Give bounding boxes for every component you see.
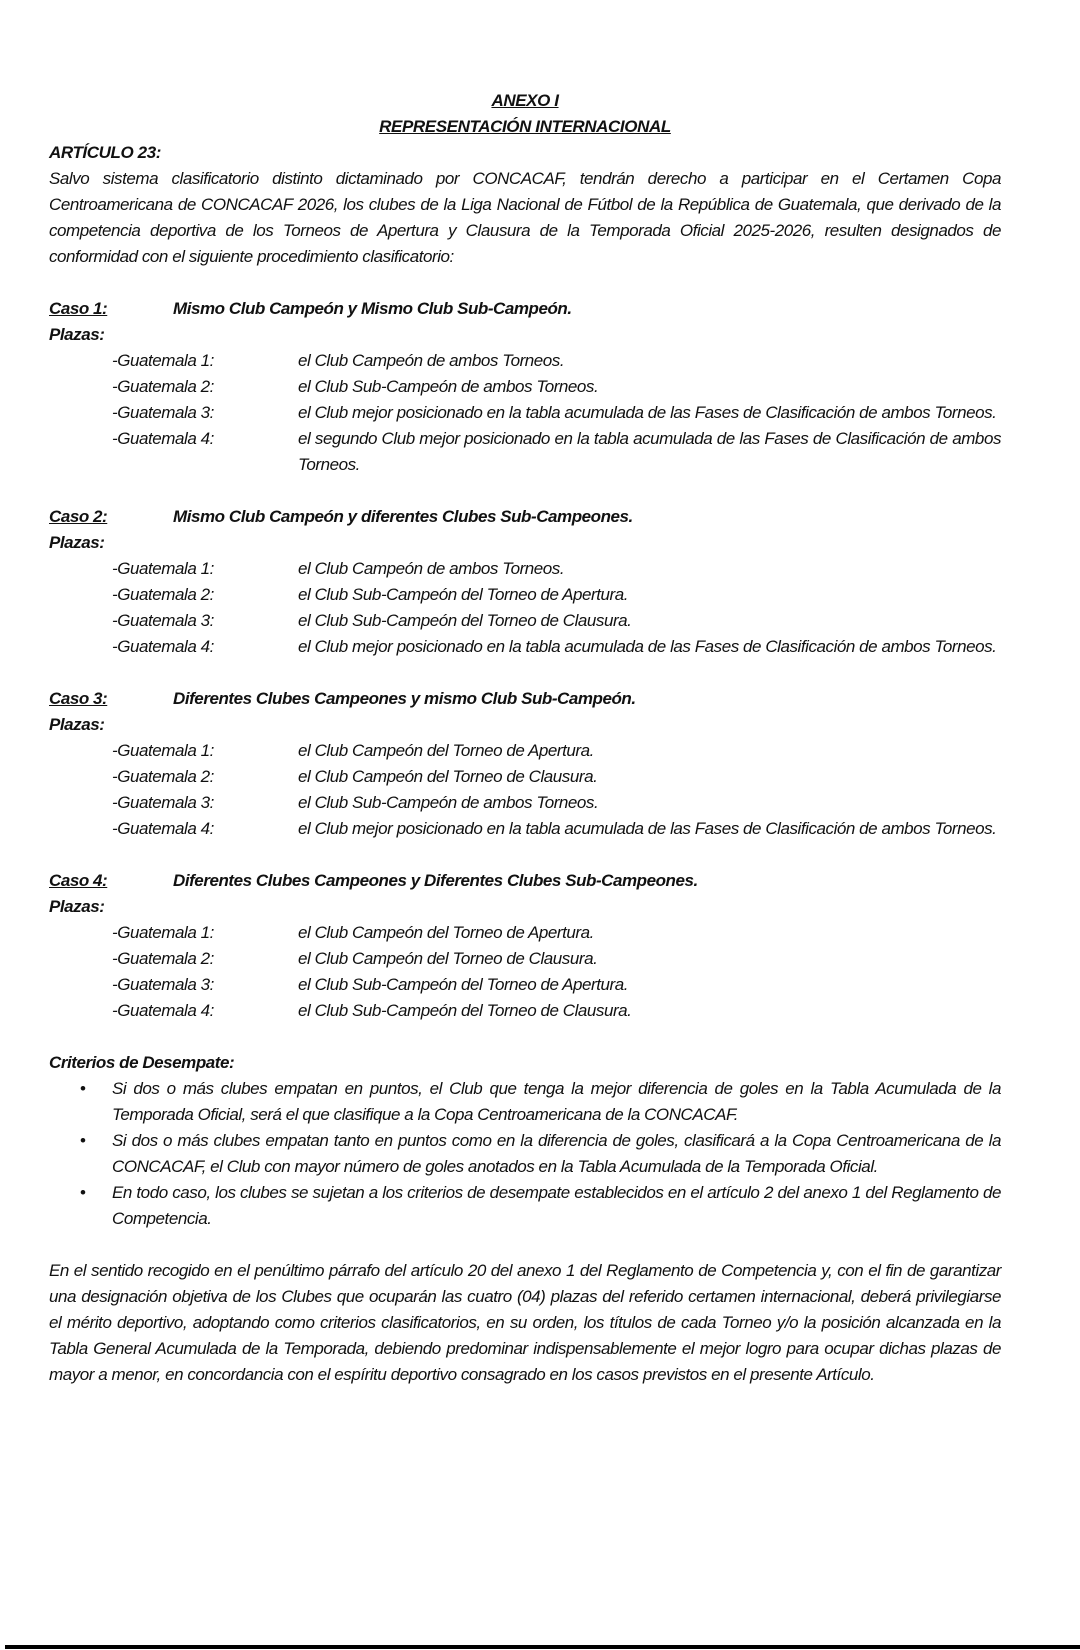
slot-label: -Guatemala 1: <box>112 923 214 942</box>
list-item: • Si dos o más clubes empatan tanto en puntos como en la diferencia de goles, clasificará a la Copa Centroamericana de la CONCACAF, el Club con mayor número de goles anotados en la Tabla Acumulada de la Temporada Oficial. <box>49 1128 1001 1180</box>
slot-label: -Guatemala 2: <box>112 949 214 968</box>
case-title: Diferentes Clubes Campeones y mismo Club Sub-Campeón. <box>173 689 636 708</box>
case-title: Diferentes Clubes Campeones y Diferentes Clubes Sub-Campeones. <box>173 871 698 890</box>
slot-label: -Guatemala 3: <box>112 403 214 422</box>
slot-label: -Guatemala 3: <box>112 611 214 630</box>
case-label: Caso 3: <box>49 689 108 708</box>
slot-row <box>49 790 1001 816</box>
slot-value: el Club Sub-Campeón del Torneo de Clausura. <box>298 611 632 630</box>
slot-label: -Guatemala 2: <box>112 767 214 786</box>
slot-value: el Club Campeón del Torneo de Apertura. <box>298 923 594 942</box>
section-title: REPRESENTACIÓN INTERNACIONAL <box>379 117 671 136</box>
slot-row <box>49 920 1001 946</box>
case-label: Caso 2: <box>49 507 108 526</box>
slot-value: el Club Sub-Campeón de ambos Torneos. <box>298 377 599 396</box>
slot-row <box>49 400 1001 426</box>
slot-label: -Guatemala 2: <box>112 377 214 396</box>
footer-divider <box>5 1645 1080 1649</box>
case-block-3 <box>49 686 1001 842</box>
bullet-icon: • <box>80 1183 86 1202</box>
slot-row <box>49 556 1001 582</box>
slot-value: el Club Campeón del Torneo de Clausura. <box>298 949 598 968</box>
slot-label: -Guatemala 2: <box>112 585 214 604</box>
bullet-icon: • <box>80 1079 86 1098</box>
slot-row <box>49 816 1001 842</box>
slot-value: el Club Campeón del Torneo de Apertura. <box>298 741 594 760</box>
slot-row <box>49 998 1001 1024</box>
plazas-label: Plazas: <box>49 325 105 344</box>
slot-row <box>49 738 1001 764</box>
case-block-1 <box>49 296 1001 478</box>
plazas-label: Plazas: <box>49 715 105 734</box>
slot-value: el Club Sub-Campeón del Torneo de Apertura. <box>298 975 628 994</box>
slot-label: -Guatemala 3: <box>112 793 214 812</box>
slot-value: el Club mejor posicionado en la tabla acumulada de las Fases de Clasificación de ambos Torneos. <box>298 637 997 656</box>
slot-label: -Guatemala 1: <box>112 559 214 578</box>
document-page <box>49 88 1001 1388</box>
slot-row <box>49 348 1001 374</box>
tiebreak-section <box>49 1050 1001 1232</box>
slot-label: -Guatemala 4: <box>112 819 214 838</box>
slot-value: el Club mejor posicionado en la tabla acumulada de las Fases de Clasificación de ambos Torneos. <box>298 403 997 422</box>
case-block-4 <box>49 868 1001 1024</box>
list-item: • Si dos o más clubes empatan en puntos, el Club que tenga la mejor diferencia de goles en la Tabla Acumulada de la Temporada Oficial, será el que clasifique a la Copa Centroamericana de la CONCACAF. <box>49 1076 1001 1128</box>
slot-value: el Club mejor posicionado en la tabla acumulada de las Fases de Clasificación de ambos Torneos. <box>298 819 997 838</box>
slot-row <box>49 426 1001 478</box>
case-title: Mismo Club Campeón y Mismo Club Sub-Campeón. <box>173 299 572 318</box>
slot-row <box>49 582 1001 608</box>
case-label: Caso 1: <box>49 299 108 318</box>
slot-label: -Guatemala 1: <box>112 351 214 370</box>
tiebreak-list <box>49 1076 1001 1232</box>
slot-row <box>49 374 1001 400</box>
list-item: • En todo caso, los clubes se sujetan a los criterios de desempate establecidos en el artículo 2 del anexo 1 del Reglamento de Competencia. <box>49 1180 1001 1232</box>
slot-value: el segundo Club mejor posicionado en la tabla acumulada de las Fases de Clasificación de ambos Torneos. <box>298 429 1001 474</box>
slot-row <box>49 764 1001 790</box>
slot-value: el Club Campeón de ambos Torneos. <box>298 559 565 578</box>
slot-label: -Guatemala 3: <box>112 975 214 994</box>
slot-row <box>49 946 1001 972</box>
annex-title: ANEXO I <box>491 91 559 110</box>
intro-paragraph: Salvo sistema clasificatorio distinto dictaminado por CONCACAF, tendrán derecho a participar en el Certamen Copa Centroamericana de CONCACAF 2026, los clubes de la Liga Nacional de Fútbol de la República de Guatemala, que derivado de la competencia deportiva de los Torneos de Apertura y Clausura de la Temporada Oficial 2025-2026, resulten designados de conformidad con el siguiente procedimiento clasificatorio: <box>49 169 1001 266</box>
slot-label: -Guatemala 4: <box>112 1001 214 1020</box>
plazas-label: Plazas: <box>49 897 105 916</box>
slot-value: el Club Campeón del Torneo de Clausura. <box>298 767 598 786</box>
slot-row <box>49 972 1001 998</box>
slot-label: -Guatemala 1: <box>112 741 214 760</box>
case-label: Caso 4: <box>49 871 108 890</box>
slot-value: el Club Campeón de ambos Torneos. <box>298 351 565 370</box>
tiebreak-title: Criterios de Desempate: <box>49 1053 235 1072</box>
slot-value: el Club Sub-Campeón del Torneo de Clausura. <box>298 1001 632 1020</box>
slot-label: -Guatemala 4: <box>112 637 214 656</box>
closing-paragraph: En el sentido recogido en el penúltimo párrafo del artículo 20 del anexo 1 del Reglamento de Competencia y, con el fin de garantizar una designación objetiva de los Clubes que ocuparán las cuatro (04) plazas del referido certamen internacional, deberá privilegiarse el mérito deportivo, adoptando como criterios clasificatorios, en su orden, los títulos de cada Torneo y/o la posición alcanzada en la Tabla General Acumulada de la Temporada, debiendo predominar indispensablemente el mejor logro para ocupar dichas plazas de mayor a menor, en concordancia con el espíritu deportivo consagrado en los casos previstos en el presente Artículo. <box>49 1261 1001 1384</box>
case-block-2 <box>49 504 1001 660</box>
slot-value: el Club Sub-Campeón del Torneo de Apertura. <box>298 585 628 604</box>
slot-row <box>49 608 1001 634</box>
slot-label: -Guatemala 4: <box>112 429 214 448</box>
slot-value: el Club Sub-Campeón de ambos Torneos. <box>298 793 599 812</box>
article-heading: ARTÍCULO 23: <box>49 143 162 162</box>
case-title: Mismo Club Campeón y diferentes Clubes Sub-Campeones. <box>173 507 633 526</box>
bullet-icon: • <box>80 1131 86 1150</box>
slot-row <box>49 634 1001 660</box>
plazas-label: Plazas: <box>49 533 105 552</box>
